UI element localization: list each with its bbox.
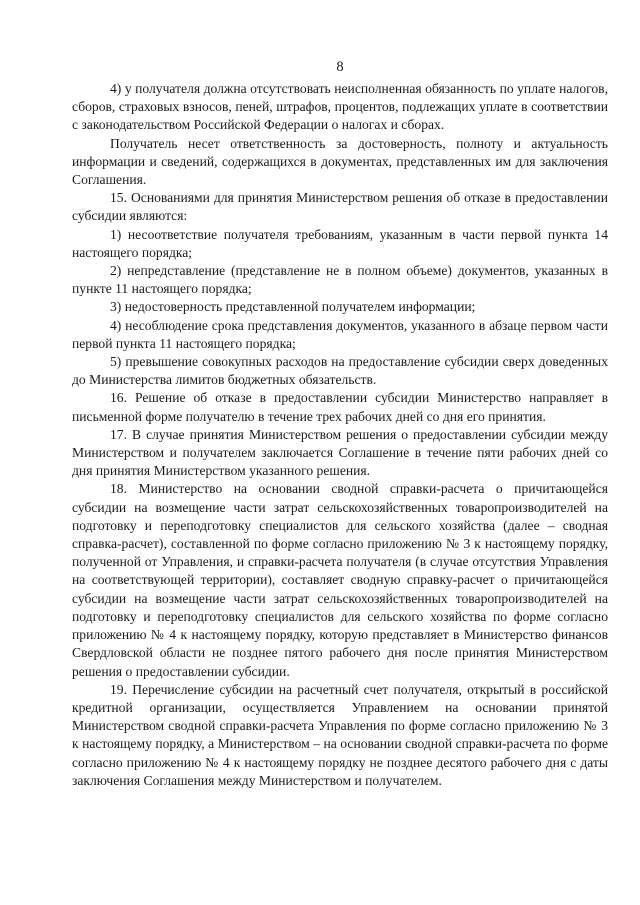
document-body	[72, 80, 608, 790]
paragraph-18-summary-calculation: 18. Министерство на основании сводной справки-расчета о причитающейся субсидии на возмещение части затрат сельскохозяйственных товаропроизводителей на подготовку и переподготовку специалистов для сельского хозяйства (далее – сводная справка-расчет), составленной по форме согласно приложению № 3 к настоящему порядку, полученной от Управления, и справки-расчета получателя (в случае отсутствия Управления на соответствующей территории), составляет сводную справку-расчет о причитающейся субсидии на возмещение части затрат сельскохозяйственных товаропроизводителей на подготовку и переподготовку специалистов для сельского хозяйства по форме согласно приложению № 4 к настоящему порядку, которую представляет в Министерство финансов Свердловской области не позднее пятого рабочего дня после принятия Министерством решения о предоставлении субсидии.	[72, 481, 608, 679]
paragraph-15-item-2: 2) непредставление (представление не в полном объеме) документов, указанных в пункте 11 настоящего порядка;	[72, 263, 608, 297]
paragraph-15-item-5: 5) превышение совокупных расходов на предоставление субсидии сверх доведенных до Министерства лимитов бюджетных обязательств.	[72, 354, 608, 388]
paragraph-recipient-responsibility: Получатель несет ответственность за достоверность, полноту и актуальность информации и сведений, содержащихся в документах, представленных им для заключения Соглашения.	[72, 135, 608, 188]
page-number: 8	[336, 59, 344, 75]
paragraph-16-refusal-notice: 16. Решение об отказе в предоставлении субсидии Министерство направляет в письменной форме получателю в течение трех рабочих дней со дня его принятия.	[72, 390, 608, 424]
paragraph-15-item-1: 1) несоответствие получателя требованиям, указанным в части первой пункта 14 настоящего порядка;	[72, 226, 608, 260]
paragraph-15-item-4: 4) несоблюдение срока представления документов, указанного в абзаце первом части первой пункта 11 настоящего порядка;	[72, 317, 608, 351]
paragraph-17-agreement: 17. В случае принятия Министерством решения о предоставлении субсидии между Министерством и получателем заключается Соглашение в течение пяти рабочих дней со дня принятия Министерством указанного решения.	[72, 426, 608, 479]
paragraph-19-transfer: 19. Перечисление субсидии на расчетный счет получателя, открытый в российской кредитной организации, осуществляется Управлением на основании принятой Министерством сводной справки-расчета Управления по форме согласно приложению № 3 к настоящему порядку, а Министерством – на основании сводной справки-расчета по форме согласно приложению № 4 к настоящему порядку не позднее десятого рабочего дня с даты заключения Соглашения между Министерством и получателем.	[72, 681, 608, 788]
paragraph-15-refusal-grounds: 15. Основаниями для принятия Министерством решения об отказе в предоставлении субсидии являются:	[72, 190, 608, 224]
paragraph-4-debt-requirement: 4) у получателя должна отсутствовать неисполненная обязанность по уплате налогов, сборов, страховых взносов, пеней, штрафов, процентов, подлежащих уплате в соответствии с законодательством Российской Федерации о налогах и сборах.	[72, 81, 608, 133]
paragraph-15-item-3: 3) недостоверность представленной получателем информации;	[110, 299, 476, 315]
